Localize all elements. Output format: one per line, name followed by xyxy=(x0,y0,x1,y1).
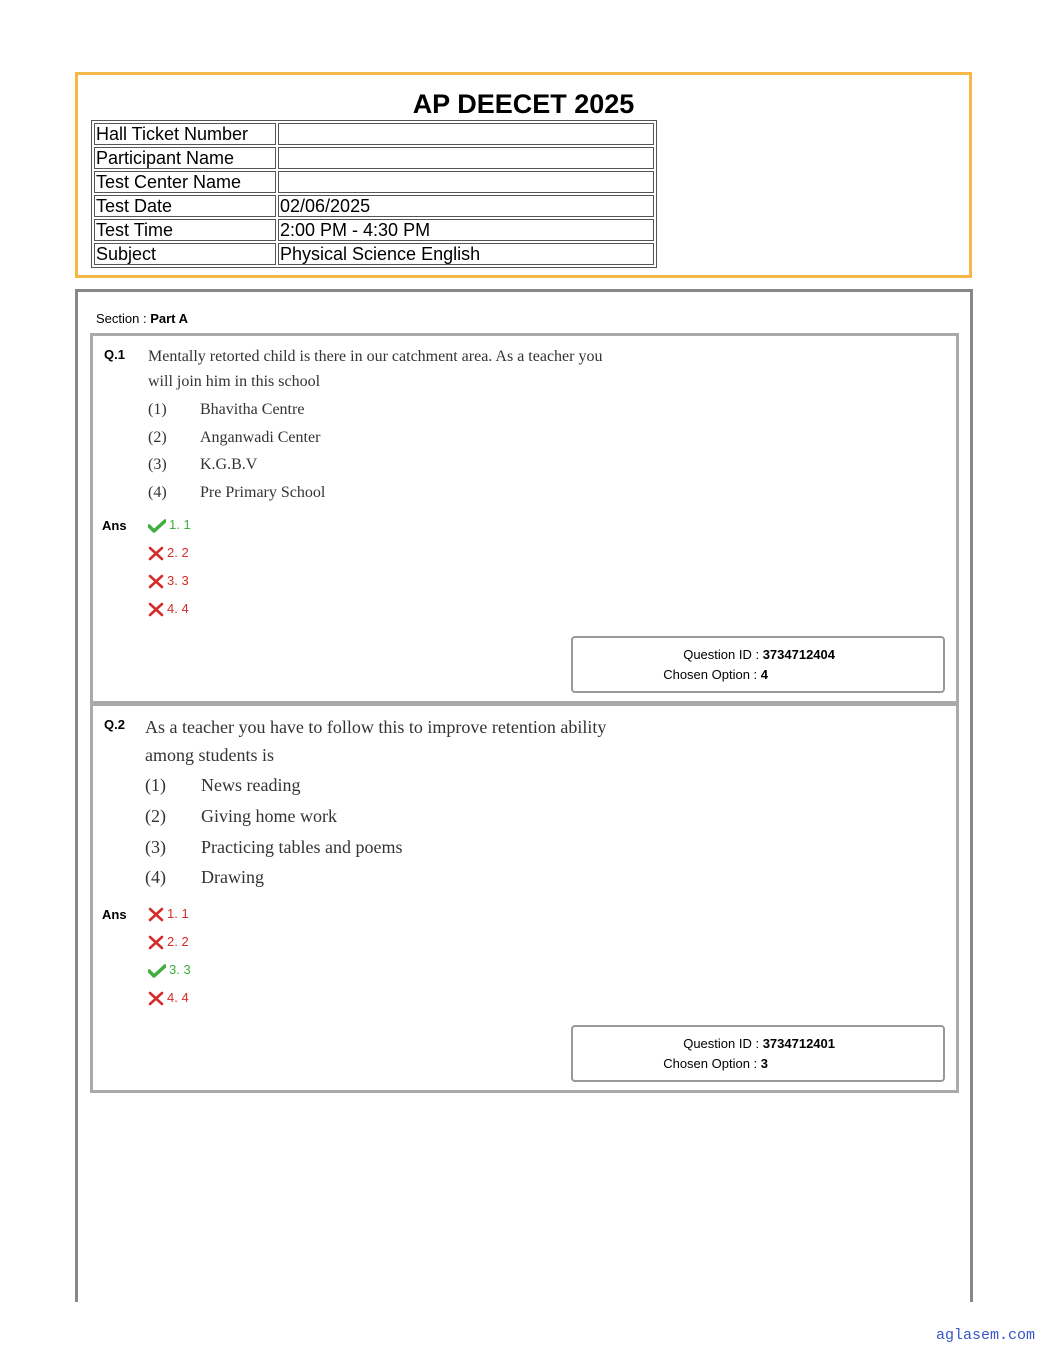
answer-option xyxy=(148,961,191,979)
option-number: (1) xyxy=(148,401,167,418)
cross-icon xyxy=(148,907,164,922)
question-number: Q.1 xyxy=(104,347,125,362)
answer-option xyxy=(148,905,189,923)
answer-option xyxy=(148,516,191,534)
option-number: (3) xyxy=(148,456,167,473)
info-row xyxy=(94,219,654,241)
answer-option xyxy=(148,544,189,562)
option-item xyxy=(148,456,257,474)
answer-option-text: 3. 3 xyxy=(169,962,191,977)
option-number: (3) xyxy=(145,837,166,857)
answer-option-text: 3. 3 xyxy=(167,573,189,588)
option-text: Drawing xyxy=(201,867,264,887)
answer-option xyxy=(148,933,189,951)
info-row xyxy=(94,243,654,265)
cross-icon xyxy=(148,574,164,589)
chosen-option-value: 4 xyxy=(760,667,768,682)
cross-icon xyxy=(148,546,164,561)
section-prefix: Section : xyxy=(96,311,151,326)
option-text: Pre Primary School xyxy=(200,484,326,501)
question-card xyxy=(90,703,959,1093)
info-value xyxy=(278,147,654,169)
chosen-option-label: Chosen Option : xyxy=(663,667,761,682)
option-text: K.G.B.V xyxy=(200,456,258,473)
option-text: Anganwadi Center xyxy=(200,429,321,446)
info-label: Subject xyxy=(94,243,276,265)
exam-title: AP DEECET 2025 xyxy=(412,89,635,119)
info-label: Test Center Name xyxy=(94,171,276,193)
question-id-label: Question ID : xyxy=(683,647,763,662)
question-panel xyxy=(75,289,973,1302)
cross-icon xyxy=(148,935,164,950)
info-value: Physical Science English xyxy=(278,243,654,265)
option-item xyxy=(145,867,264,888)
chosen-option-value: 3 xyxy=(760,1056,768,1071)
info-row xyxy=(94,123,654,145)
answer-option-text: 1. 1 xyxy=(169,517,191,532)
info-row xyxy=(94,195,654,217)
candidate-info-panel xyxy=(75,72,972,278)
option-item xyxy=(145,775,300,796)
answer-label: Ans xyxy=(102,907,127,922)
option-text: Bhavitha Centre xyxy=(200,401,305,418)
question-id-label: Question ID : xyxy=(683,1036,763,1051)
option-text: Giving home work xyxy=(201,806,337,826)
info-label: Test Date xyxy=(94,195,276,217)
info-value: 02/06/2025 xyxy=(278,195,654,217)
option-number: (4) xyxy=(145,867,166,887)
check-icon xyxy=(148,964,166,978)
section-label xyxy=(96,311,188,326)
info-value xyxy=(278,123,654,145)
candidate-info-table xyxy=(91,120,657,268)
chosen-option xyxy=(663,1056,768,1071)
question-id xyxy=(683,1036,835,1051)
info-label: Test Time xyxy=(94,219,276,241)
answer-option-text: 2. 2 xyxy=(167,545,189,560)
answer-option xyxy=(148,989,189,1007)
option-number: (4) xyxy=(148,484,167,501)
cross-icon xyxy=(148,991,164,1006)
answer-option-text: 1. 1 xyxy=(167,906,189,921)
option-item xyxy=(148,484,325,502)
option-number: (1) xyxy=(145,775,166,795)
info-row xyxy=(94,171,654,193)
answer-option-text: 2. 2 xyxy=(167,934,189,949)
question-meta-box xyxy=(571,1025,945,1082)
answer-option xyxy=(148,572,189,590)
chosen-option xyxy=(663,667,768,682)
option-item xyxy=(145,806,337,827)
chosen-option-label: Chosen Option : xyxy=(663,1056,761,1071)
option-text: News reading xyxy=(201,775,301,795)
question-card xyxy=(90,333,959,704)
option-item xyxy=(148,429,320,447)
option-text: Practicing tables and poems xyxy=(201,837,403,857)
option-number: (2) xyxy=(145,806,166,826)
question-id xyxy=(683,647,835,662)
cross-icon xyxy=(148,602,164,617)
question-text-line: Mentally retorted child is there in our catchment area. As a teacher you xyxy=(148,348,603,365)
option-item xyxy=(148,401,304,419)
answer-option-text: 4. 4 xyxy=(167,990,189,1005)
question-meta-box xyxy=(571,636,945,693)
answer-option-text: 4. 4 xyxy=(167,601,189,616)
question-number: Q.2 xyxy=(104,717,125,732)
answer-option xyxy=(148,600,189,618)
option-number: (2) xyxy=(148,429,167,446)
option-item xyxy=(145,837,402,858)
info-row xyxy=(94,147,654,169)
info-label: Hall Ticket Number xyxy=(94,123,276,145)
question-text-line: As a teacher you have to follow this to improve retention ability xyxy=(145,717,607,737)
info-value xyxy=(278,171,654,193)
check-icon xyxy=(148,519,166,533)
section-name: Part A xyxy=(150,311,189,326)
question-id-value: 3734712404 xyxy=(762,647,835,662)
answer-label: Ans xyxy=(102,518,127,533)
question-id-value: 3734712401 xyxy=(762,1036,835,1051)
info-label: Participant Name xyxy=(94,147,276,169)
footer-site-link[interactable]: aglasem.com xyxy=(935,1327,1035,1344)
info-value: 2:00 PM - 4:30 PM xyxy=(278,219,654,241)
question-text-line: among students is xyxy=(145,745,274,765)
question-text-line: will join him in this school xyxy=(148,373,321,390)
